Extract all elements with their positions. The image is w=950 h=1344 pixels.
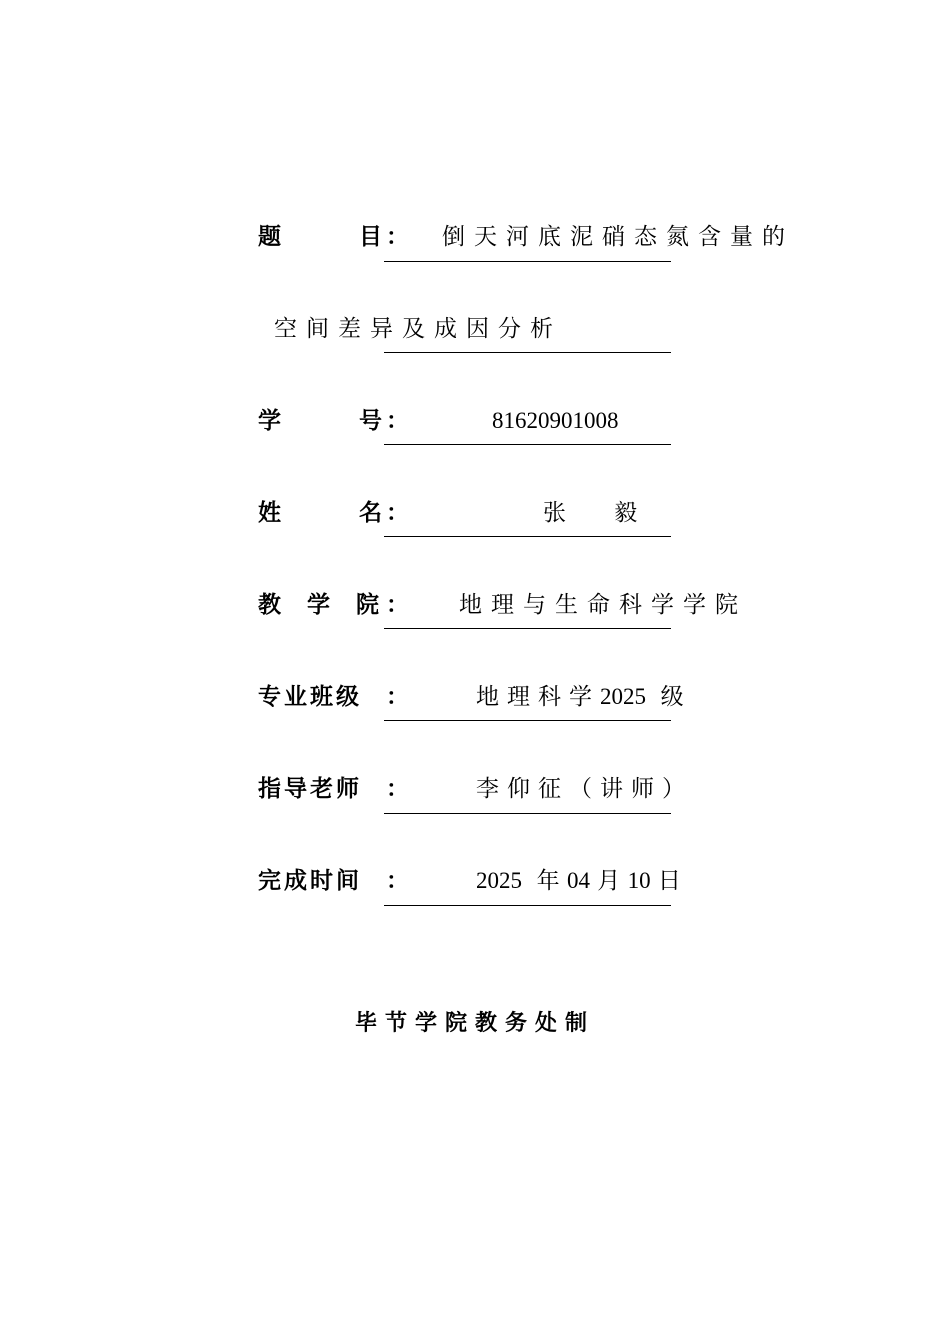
major-class-grade-unit: 级 [660,684,684,710]
completion-date-day-unit: 日 [657,868,681,894]
major-class-label [258,682,409,712]
school-label-colon: ： [386,592,409,618]
school-underline [384,628,671,629]
completion-date-label-colon: ： [386,868,409,894]
advisor-row [0,773,950,813]
completion-date-label [258,866,409,896]
issuer-footer: 毕节学院教务处制 [354,1011,595,1036]
name-row [0,497,950,537]
major-class-major: 地理科学 [476,684,600,710]
student-id-label [258,406,409,436]
completion-date-value[interactable] [476,866,681,896]
completion-date-day: 10 [627,868,651,893]
completion-date-label-text: 完成时间 [258,868,362,894]
completion-date-year: 2025 [476,868,522,893]
major-class-label-text: 专业班级 [258,684,362,710]
completion-date-year-unit: 年 [536,868,560,894]
completion-date-row [0,865,950,905]
student-id-underline [384,444,671,445]
advisor-underline [384,813,671,814]
completion-date-month-unit: 月 [597,868,621,894]
school-row [0,589,950,629]
student-id-row [0,405,950,445]
student-id-label-colon: ： [386,408,409,434]
student-id-label-char-1: 学 [258,408,281,434]
major-class-label-colon: ： [386,684,409,710]
title-label-char-1: 题 [258,224,281,250]
major-class-value[interactable] [476,682,684,712]
advisor-value[interactable]: 李仰征（讲师） [476,776,693,802]
name-value[interactable]: 张 毅 [543,500,644,526]
completion-date-month: 04 [566,868,590,893]
title-underline-1 [384,261,671,262]
school-value[interactable]: 地理与生命科学学院 [459,592,747,618]
name-label [258,498,409,528]
title-label-char-2: 目 [359,224,382,250]
title-value-line-1[interactable]: 倒天河底泥硝态氮含量的 [442,224,794,250]
completion-date-underline [384,905,671,906]
school-label-text: 教 学 院 [258,592,389,618]
advisor-label [258,774,409,804]
name-label-colon: ： [386,500,409,526]
major-class-underline [384,720,671,721]
student-id-label-char-2: 号 [359,408,382,434]
title-label-colon: ： [386,224,409,250]
advisor-label-text: 指导老师 [258,776,362,802]
title-underline-2 [384,352,671,353]
major-class-year: 2025 [600,684,646,709]
title-label [258,222,409,252]
title-row [0,221,950,261]
name-label-char-2: 名 [359,500,382,526]
advisor-label-colon: ： [386,776,409,802]
name-underline [384,536,671,537]
title-row-2 [0,313,950,353]
student-id-value[interactable]: 81620901008 [492,408,619,433]
title-value-line-2[interactable]: 空间差异及成因分析 [274,316,562,342]
name-label-char-1: 姓 [258,500,281,526]
school-label [258,590,409,620]
major-class-row [0,681,950,721]
